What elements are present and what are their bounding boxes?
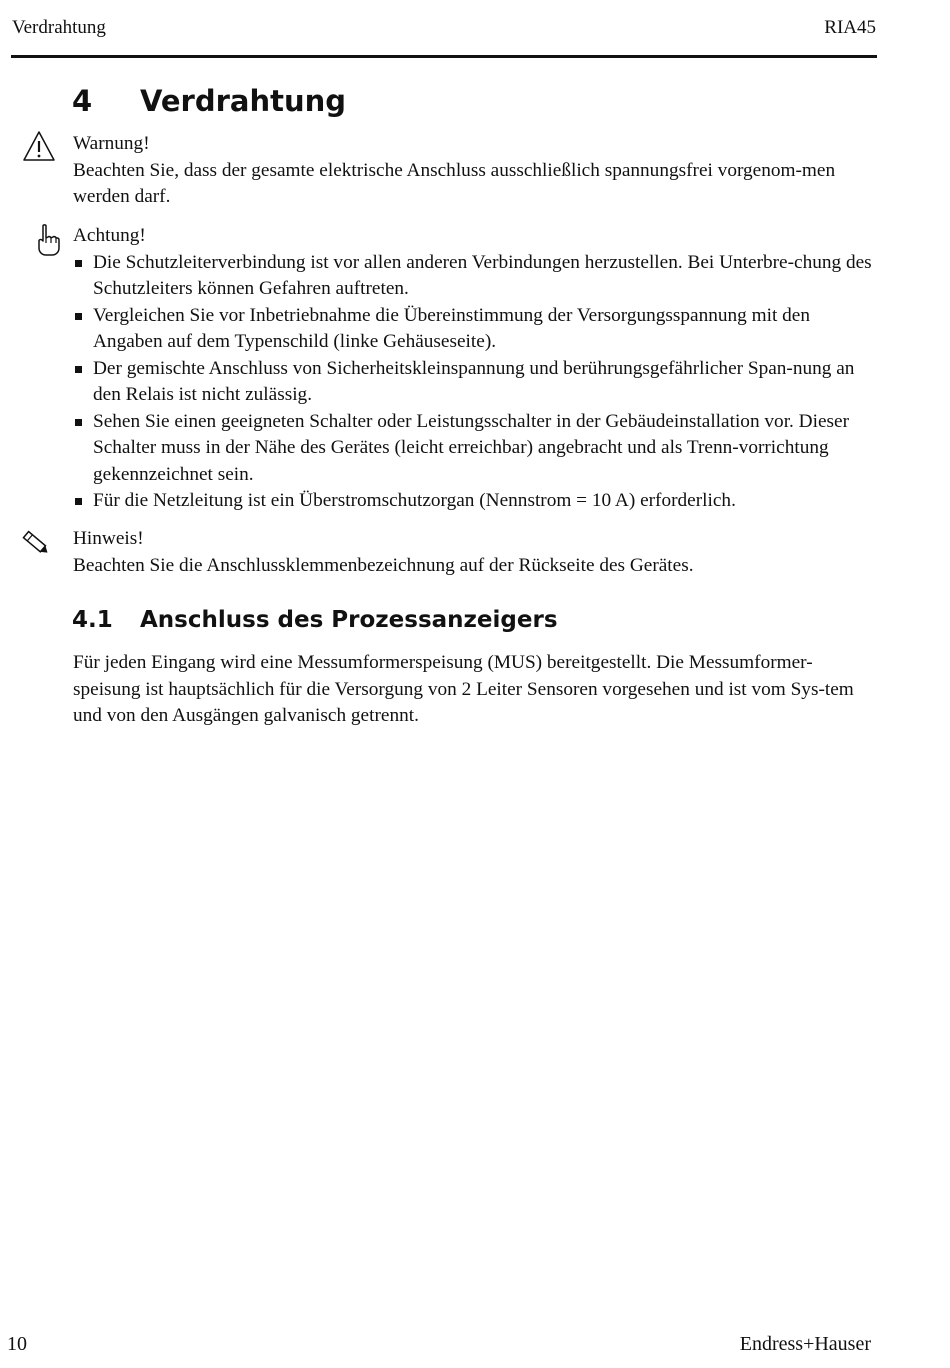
caution-list (73, 250, 879, 515)
subsection-number: 4.1 (72, 607, 113, 633)
note-text: Beachten Sie die Anschlussklemmenbezeichnung auf der Rückseite des Gerätes. (73, 554, 694, 576)
subsection-body (73, 650, 879, 730)
section-heading (72, 82, 346, 120)
subsection-heading (72, 604, 558, 636)
warning-title: Warnung! (73, 133, 150, 154)
list-item: Der gemischte Anschluss von Sicherheitskleinspannung und berührungsgefährlicher Span-nung an den Relais ist nicht zulässig. (73, 356, 879, 409)
warning-triangle-icon (22, 130, 56, 167)
running-header-product: RIA45 (824, 17, 876, 38)
caution-title: Achtung! (73, 225, 146, 246)
list-item: Sehen Sie einen geeigneten Schalter oder Leistungsschalter in der Gebäudeinstallation vor. Dieser Schalter muss in der Nähe des Gerätes (leicht erreichbar) angebracht und als Trenn-vorrichtung gekennzeichnet sein. (73, 409, 879, 489)
header-divider (11, 55, 877, 58)
section-title: Verdrahtung (140, 84, 347, 118)
subsection-text: Für jeden Eingang wird eine Messumformerspeisung (MUS) bereitgestellt. Die Messumformer-speisung ist hauptsächlich für die Versorgung von 2 Leiter Sensoren vorgesehen und ist vom Sys-tem und von den Ausgängen galvanisch getrennt. (73, 652, 854, 726)
page-number: 10 (7, 1333, 27, 1355)
caution-block (73, 223, 879, 515)
warning-text: Beachten Sie, dass der gesamte elektrische Anschluss ausschließlich spannungsfrei vorgenom-men werden darf. (73, 159, 836, 207)
note-title: Hinweis! (73, 528, 144, 549)
section-number: 4 (72, 84, 93, 118)
pointing-hand-icon (36, 224, 60, 261)
pencil-icon (20, 528, 52, 563)
subsection-title: Anschluss des Prozessanzeigers (140, 607, 558, 633)
note-block (73, 526, 879, 579)
brand-name: Endress+Hauser (739, 1333, 871, 1355)
list-item: Für die Netzleitung ist ein Überstromschutzorgan (Nennstrom = 10 A) erforderlich. (73, 488, 879, 515)
warning-block (73, 131, 879, 211)
running-header-chapter: Verdrahtung (12, 17, 106, 38)
list-item: Die Schutzleiterverbindung ist vor allen anderen Verbindungen herzustellen. Bei Unterbre-chung des Schutzleiters können Gefahren auftreten. (73, 250, 879, 303)
list-item: Vergleichen Sie vor Inbetriebnahme die Übereinstimmung der Versorgungsspannung mit den Angaben auf dem Typenschild (linke Gehäuseseite). (73, 303, 879, 356)
